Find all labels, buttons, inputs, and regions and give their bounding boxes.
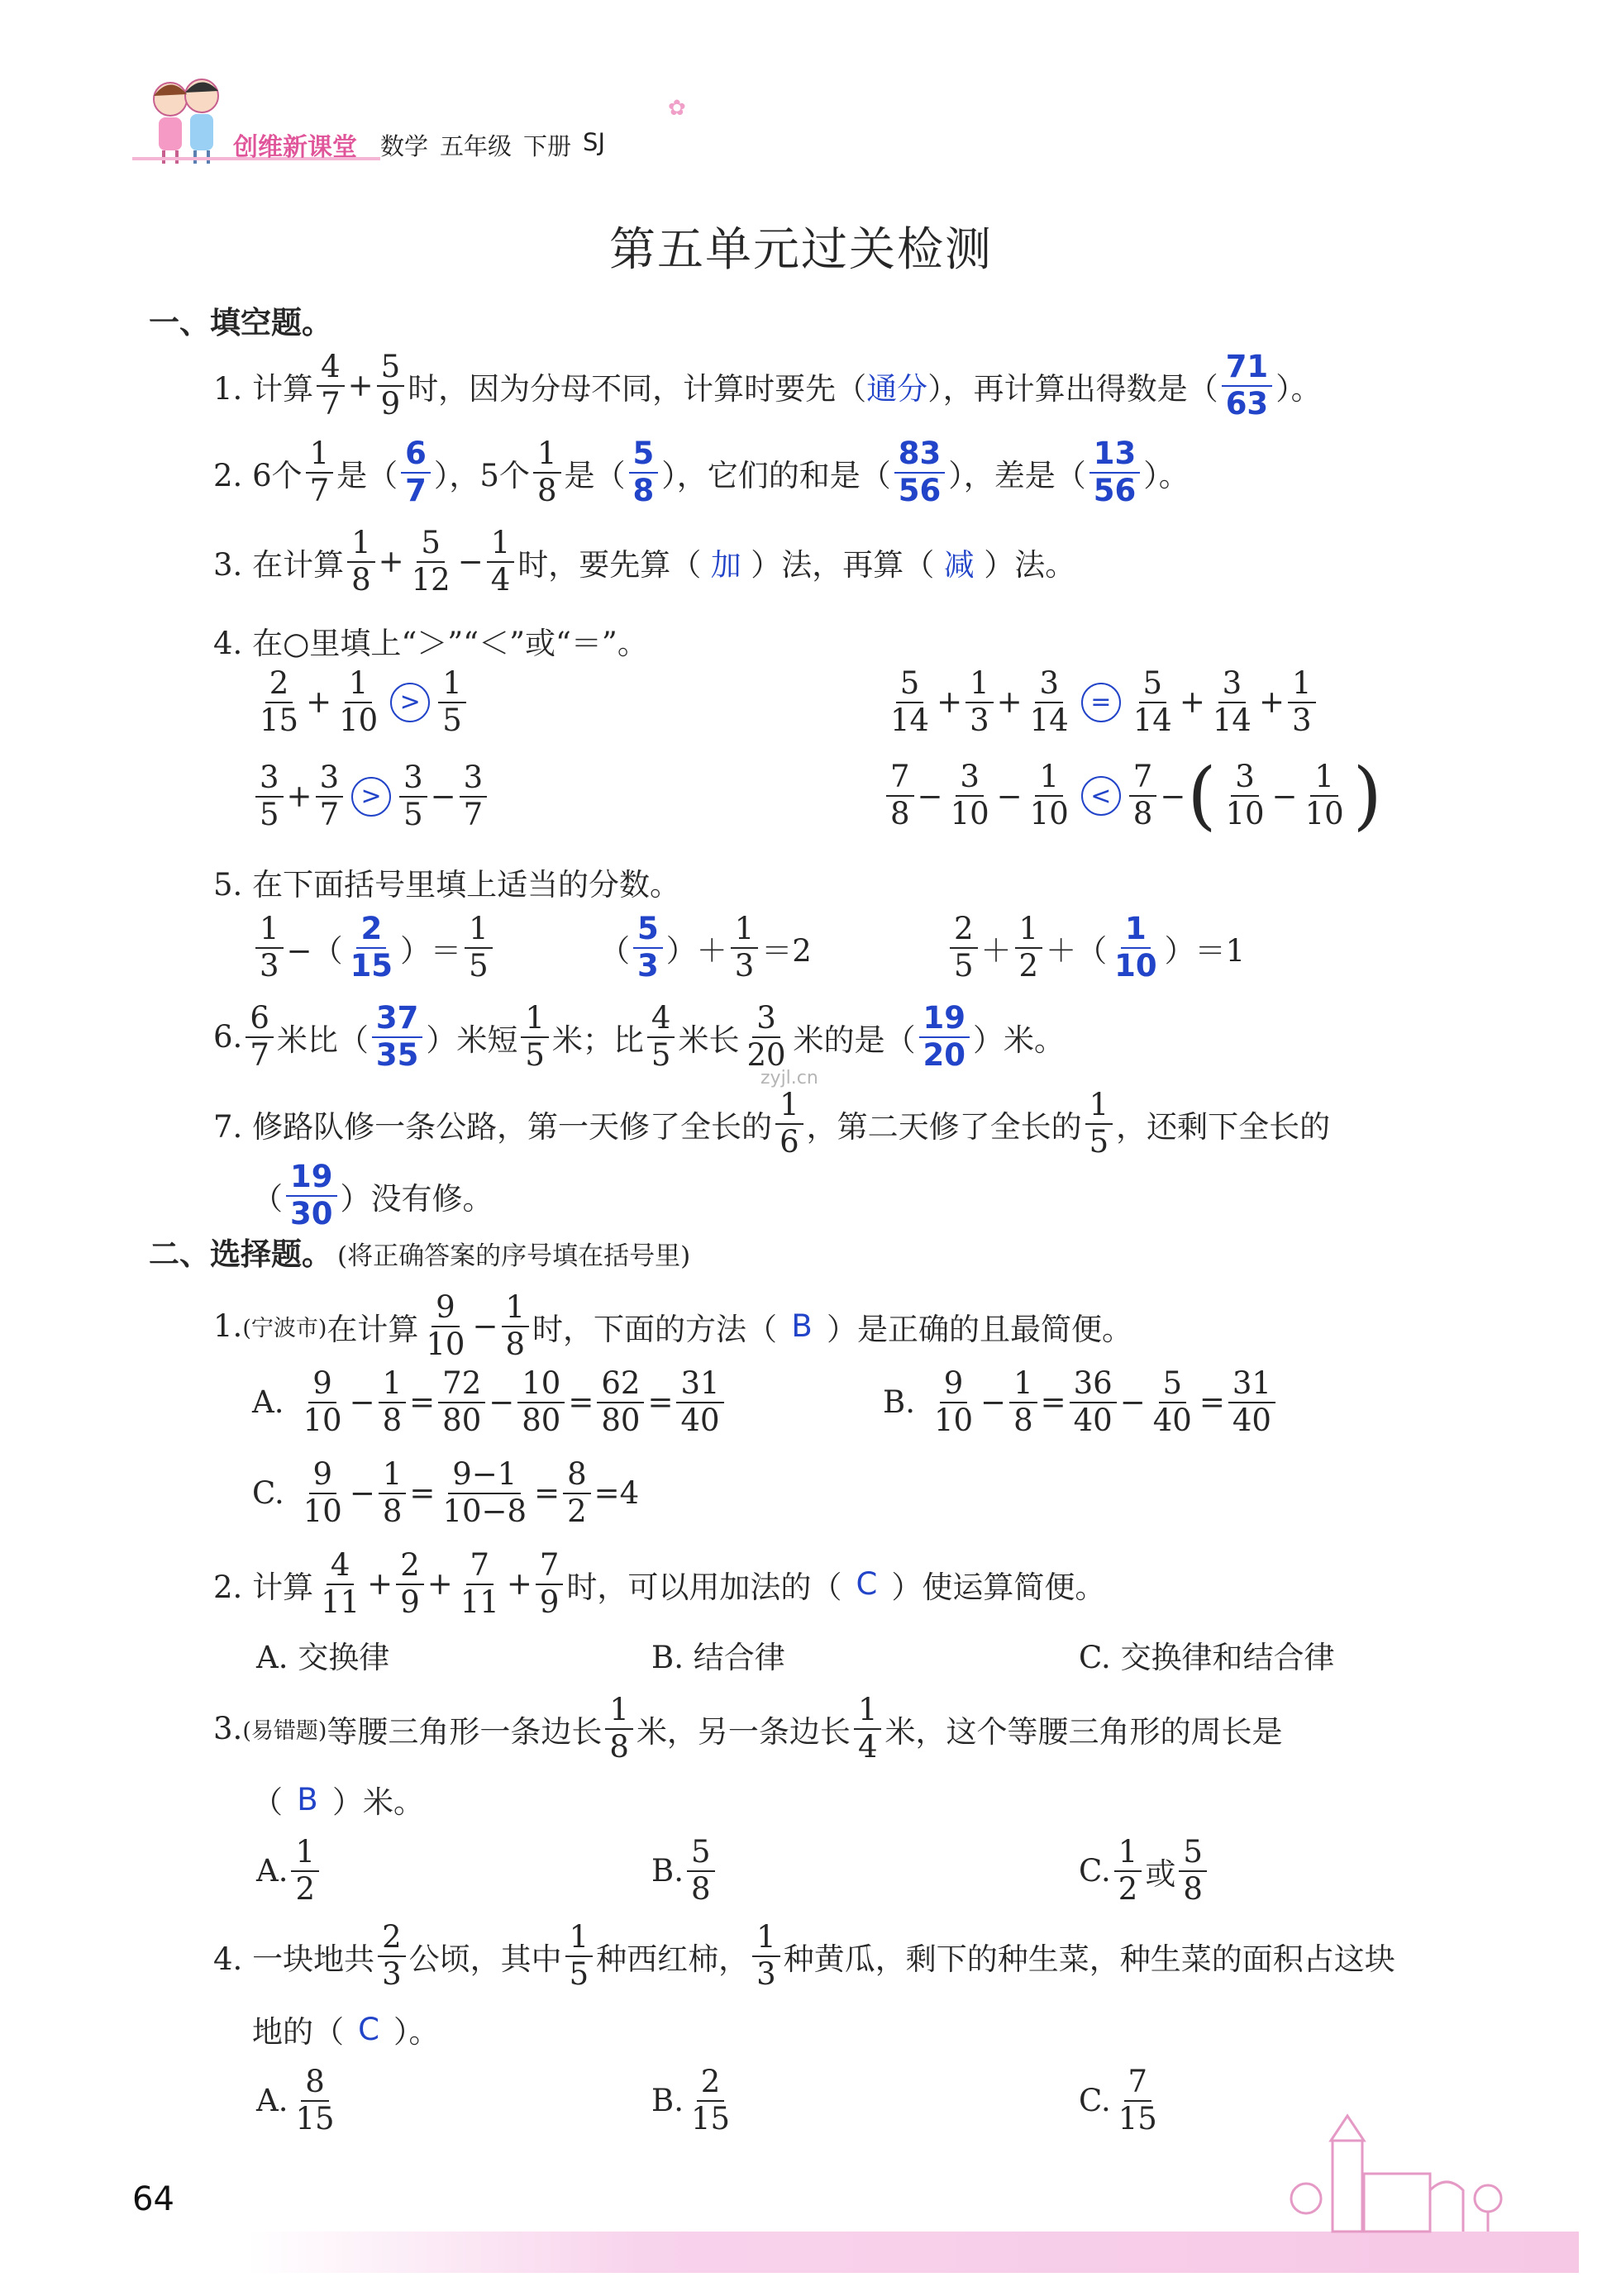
- operator: −: [349, 1384, 375, 1421]
- operator: −: [489, 1384, 515, 1421]
- fraction: $\frac{9}{10}$: [303, 1365, 342, 1438]
- s2-question-4: 4. 一块地共 $\frac{2}{3}$ 公顷，其中 $\frac{1}{5}$ 种西红柿， $\frac{1}{3}$ 种黄瓜，剩下的种生菜，种生菜的面积占这块: [213, 1919, 1395, 1992]
- answer-fraction[interactable]: $\frac{37}{35}$: [372, 1003, 423, 1072]
- s1-question-7-line-2: （ $\frac{19}{30}$ ）没有修。: [252, 1159, 493, 1231]
- page-title: 第五单元过关检测: [609, 223, 993, 277]
- operator: −: [1119, 1384, 1146, 1421]
- s1-question-2: 2. 6个 $\frac{1}{7}$ 是（ $\frac{6}{7}$ ），5个 $\frac{1}{8}$ 是（ $\frac{5}{8}$ ），它们的和是（ $\frac{83}{56}$ ），差是（ $\frac{13}{56}$ ）。: [213, 436, 1190, 508]
- compare-circle[interactable]: >: [351, 777, 391, 817]
- answer-fraction[interactable]: $\frac{13}{56}$: [1089, 438, 1141, 507]
- operator: =: [1199, 1384, 1225, 1421]
- operator: =: [534, 1475, 560, 1512]
- s2-q4-option-a[interactable]: A. $\frac{8}{15}$: [256, 2064, 335, 2136]
- answer-fraction[interactable]: $\frac{1}{10}$: [1114, 911, 1157, 984]
- header-volume: 下册: [523, 132, 572, 160]
- operator: =4: [594, 1475, 640, 1512]
- compare-circle[interactable]: =: [1081, 683, 1121, 722]
- page-number: 64: [132, 2180, 174, 2218]
- castle-decoration-icon: [1273, 2108, 1521, 2240]
- fraction: $\frac{8}{2}$: [563, 1459, 591, 1528]
- brand-name: 创维新课堂: [233, 133, 357, 162]
- s1-question-1: 1. 计算 $\frac{4}{7}$ + $\frac{5}{9}$ 时，因为分母不同，计算时要先（ 通分 ），再计算出得数是（ $\frac{71}{63}$ ）。: [213, 349, 1322, 422]
- fraction: $\frac{1}{8}$: [379, 1459, 407, 1528]
- fraction: $\frac{1}{8}$: [1009, 1368, 1037, 1437]
- fraction: $\frac{10}{80}$: [517, 1368, 565, 1437]
- compare-circle[interactable]: <: [1081, 776, 1121, 816]
- answer-fraction[interactable]: $\frac{19}{30}$: [286, 1161, 337, 1231]
- answer-fraction[interactable]: $\frac{71}{63}$: [1222, 351, 1273, 421]
- compare-expr-4: $\frac{7}{8}$ − $\frac{3}{10}$ − $\frac{1}{10}$ < $\frac{7}{8}$ − ( $\frac{3}{10}$ − $\frac{1}{10}$ ): [883, 759, 1384, 833]
- s2-question-1: 1. (宁波市) 在计算 $\frac{9}{10}$ − $\frac{1}{8}$ 时，下面的方法（ B ）是正确的且最简便。: [213, 1289, 1133, 1362]
- compare-expr-2: $\frac{5}{14}$ + $\frac{1}{3}$ + $\frac{3}{14}$ = $\frac{5}{14}$ + $\frac{3}{14}$ + $\frac{1}{3}$: [883, 668, 1319, 737]
- answer-fraction[interactable]: $\frac{6}{7}$: [401, 438, 431, 507]
- s2-q3-option-b[interactable]: B. $\frac{5}{8}$: [651, 1836, 718, 1906]
- fill-expr-2: （ $\frac{5}{3}$ ）＋ $\frac{1}{3}$ ＝2: [599, 911, 812, 984]
- answer-fraction[interactable]: $\frac{83}{56}$: [894, 438, 946, 507]
- s1-question-4: 4. 在○里填上“＞”“＜”或“＝”。: [213, 626, 648, 661]
- answer-choice[interactable]: C: [358, 2011, 379, 2047]
- s2-question-2: 2. 计算 $\frac{4}{11}$ + $\frac{2}{9}$ + $\frac{7}{11}$ + $\frac{7}{9}$ 时，可以用加法的（ C ）使运算简便。: [213, 1547, 1106, 1620]
- cartoon-kids-icon: [139, 66, 230, 165]
- section-2-heading-row: [149, 1229, 690, 1274]
- flower-icon: ✿: [668, 96, 686, 121]
- s1-question-3: 3. 在计算 $\frac{1}{8}$ + $\frac{5}{12}$ − $\frac{1}{4}$ 时，要先算（ 加 ）法，再算（ 减 ）法。: [213, 525, 1076, 598]
- fill-expr-1: $\frac{1}{3}$ −（ $\frac{2}{15}$ ）＝ $\frac{1}{5}$: [252, 913, 496, 983]
- answer-fraction[interactable]: $\frac{5}{8}$: [629, 438, 659, 507]
- watermark: zyjl.cn: [760, 1068, 818, 1088]
- s2-q2-option-b[interactable]: B. 结合律: [651, 1640, 785, 1675]
- s2-question-4-line-2: 地的（ C ）。: [252, 2011, 440, 2050]
- option-label: B.: [883, 1384, 915, 1421]
- operator: =: [1040, 1384, 1066, 1421]
- s2-q3-option-a[interactable]: A. $\frac{1}{2}$: [256, 1836, 322, 1906]
- option-label: A.: [252, 1384, 284, 1421]
- answer-fraction[interactable]: $\frac{5}{3}$: [633, 913, 663, 983]
- compare-expr-1: $\frac{2}{15}$ + $\frac{1}{10}$ > $\frac{1}{5}$: [252, 668, 470, 737]
- s1-question-5: 5. 在下面括号里填上适当的分数。: [213, 867, 681, 903]
- operator: −: [980, 1384, 1007, 1421]
- header-edition: SJ: [583, 128, 606, 156]
- answer-blank[interactable]: 减: [943, 546, 975, 583]
- s2-q1-option-c[interactable]: [252, 1456, 640, 1529]
- section-1-heading: 一、填空题。: [149, 305, 332, 341]
- s2-q2-option-c[interactable]: C. 交换律和结合律: [1079, 1640, 1335, 1675]
- option-label: C.: [252, 1475, 284, 1512]
- answer-blank[interactable]: 通分: [866, 370, 928, 407]
- fraction: $\frac{9}{10}$: [303, 1456, 342, 1529]
- header-grade: 五年级: [440, 132, 513, 160]
- header-info: [380, 128, 605, 162]
- header-subject: 数学: [380, 132, 429, 160]
- fraction: $\frac{9-1}{10-8}$: [442, 1456, 527, 1529]
- operator: =: [568, 1384, 594, 1421]
- s2-question-3-line-2: （ B ）米。: [252, 1781, 424, 1820]
- fraction: $\frac{1}{8}$: [379, 1368, 407, 1437]
- answer-choice[interactable]: B: [297, 1781, 318, 1817]
- fraction: $\frac{72}{80}$: [438, 1368, 485, 1437]
- fraction: $\frac{31}{40}$: [676, 1368, 723, 1437]
- fraction: $\frac{5}{40}$: [1152, 1365, 1192, 1438]
- s2-q1-option-b[interactable]: [883, 1365, 1279, 1438]
- operator: =: [409, 1475, 436, 1512]
- fraction: $\frac{62}{80}$: [597, 1368, 644, 1437]
- s2-q3-option-c[interactable]: C. $\frac{1}{2}$ 或 $\frac{5}{8}$: [1079, 1836, 1210, 1906]
- section-2-heading: 二、选择题。: [149, 1236, 332, 1272]
- fraction: $\frac{31}{40}$: [1228, 1368, 1275, 1437]
- s2-q2-option-a[interactable]: A. 交换律: [256, 1640, 390, 1675]
- fraction: $\frac{36}{40}$: [1070, 1368, 1117, 1437]
- s2-q4-option-c[interactable]: C. $\frac{7}{15}$: [1079, 2064, 1157, 2136]
- s2-q4-option-b[interactable]: B. $\frac{2}{15}$: [651, 2064, 731, 2136]
- operator: −: [349, 1475, 375, 1512]
- answer-choice[interactable]: B: [791, 1308, 813, 1345]
- s1-question-7-line-1: 7. 修路队修一条公路，第一天修了全长的 $\frac{1}{6}$ ，第二天修了全长的 $\frac{1}{5}$ ，还剩下全长的: [213, 1087, 1331, 1160]
- fraction: $\frac{9}{10}$: [933, 1365, 974, 1438]
- operator: =: [409, 1384, 436, 1421]
- fill-expr-3: $\frac{2}{5}$ ＋ $\frac{1}{2}$ ＋（ $\frac{1}{10}$ ）＝1: [946, 913, 1245, 983]
- answer-blank[interactable]: 加: [710, 546, 741, 583]
- section-2-note: (将正确答案的序号填在括号里): [337, 1241, 691, 1271]
- s2-q1-option-a[interactable]: [252, 1365, 727, 1438]
- answer-fraction[interactable]: $\frac{2}{15}$: [350, 911, 393, 984]
- compare-expr-3: $\frac{3}{5}$ + $\frac{3}{7}$ > $\frac{3}{5}$ − $\frac{3}{7}$: [252, 762, 490, 831]
- answer-choice[interactable]: C: [856, 1566, 878, 1603]
- s2-question-3: 3. (易错题) 等腰三角形一条边长 $\frac{1}{8}$ 米，另一条边长 $\frac{1}{4}$ 米，这个等腰三角形的周长是: [213, 1692, 1283, 1765]
- answer-fraction[interactable]: $\frac{19}{20}$: [919, 1003, 970, 1072]
- compare-circle[interactable]: >: [390, 683, 430, 722]
- s1-question-6: 6. $\frac{6}{7}$ 米比（ $\frac{37}{35}$ ）米短 $\frac{1}{5}$ 米；比 $\frac{4}{5}$ 米长 $\frac{3}{20}$ 米的是（ $\frac{19}{20}$ ）米。: [213, 1000, 1066, 1073]
- operator: =: [647, 1384, 674, 1421]
